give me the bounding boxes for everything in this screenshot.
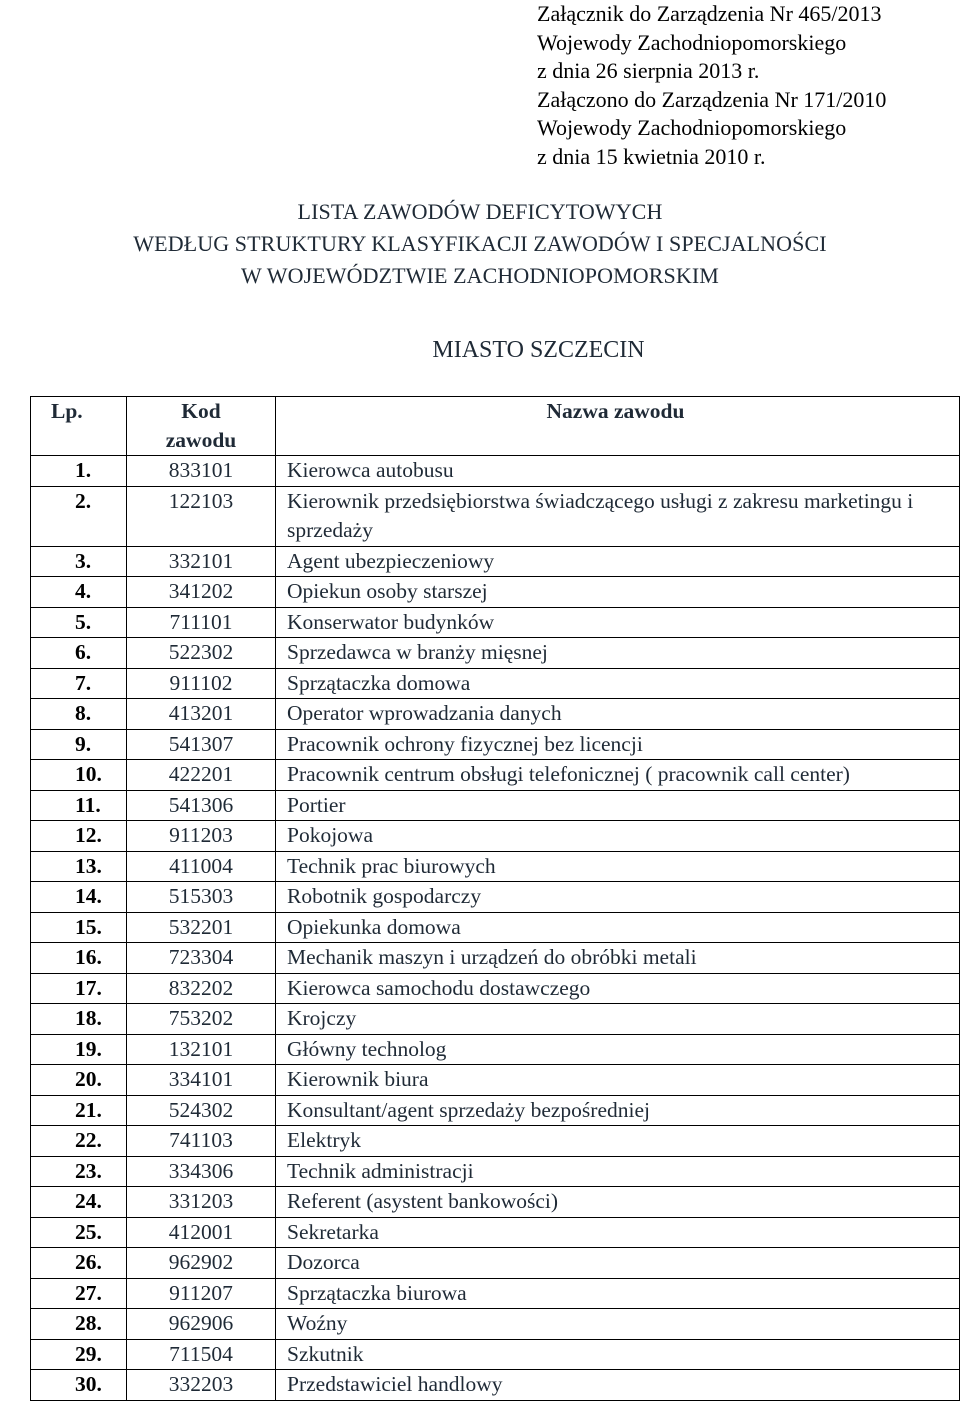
- row-number: [31, 790, 127, 821]
- occupation-code: 331203: [127, 1187, 276, 1218]
- table-row: [31, 1248, 960, 1279]
- occupation-code: 962906: [127, 1309, 276, 1340]
- occupation-code: 332203: [127, 1370, 276, 1401]
- occupation-name: Kierowca samochodu dostawczego: [276, 973, 960, 1004]
- occupation-code: 723304: [127, 943, 276, 974]
- table-row: [31, 1095, 960, 1126]
- document-title: [0, 196, 960, 292]
- row-number-text: 28.: [75, 1311, 102, 1335]
- row-number-text: 23.: [75, 1158, 102, 1183]
- row-number: [31, 760, 127, 791]
- row-number-text: 21.: [75, 1097, 102, 1122]
- occupation-code: 412001: [127, 1217, 276, 1248]
- row-number-text: 17.: [75, 975, 102, 1000]
- row-number: [31, 1217, 127, 1248]
- row-number: [31, 546, 127, 577]
- occupation-code: 532201: [127, 912, 276, 943]
- row-number: [31, 1309, 127, 1340]
- table-row: [31, 851, 960, 882]
- row-number: [31, 607, 127, 638]
- table-row: [31, 1065, 960, 1096]
- occupation-name: Agent ubezpieczeniowy: [276, 546, 960, 577]
- column-header-code-line2: zawodu: [165, 428, 237, 452]
- table-row: [31, 943, 960, 974]
- table-row: [31, 760, 960, 791]
- occupation-code: 524302: [127, 1095, 276, 1126]
- occupation-name: Sprzedawca w branży mięsnej: [276, 638, 960, 669]
- column-header-lp: Lp.: [31, 397, 127, 456]
- row-number: [31, 1156, 127, 1187]
- row-number-text: 24.: [75, 1189, 102, 1213]
- row-number-text: 13.: [75, 853, 102, 878]
- occupation-name: Pokojowa: [276, 821, 960, 852]
- occupation-code: 962902: [127, 1248, 276, 1279]
- row-number: [31, 486, 127, 546]
- occupation-code: 832202: [127, 973, 276, 1004]
- occupation-code: 334101: [127, 1065, 276, 1096]
- occupation-code: 741103: [127, 1126, 276, 1157]
- row-number: [31, 851, 127, 882]
- occupation-code: 911207: [127, 1278, 276, 1309]
- occupation-name: Kierownik biura: [276, 1065, 960, 1096]
- occupation-name: Technik prac biurowych: [276, 851, 960, 882]
- row-number: [31, 1248, 127, 1279]
- occupation-code: 334306: [127, 1156, 276, 1187]
- row-number-text: 18.: [75, 1006, 102, 1030]
- table-row: [31, 973, 960, 1004]
- row-number-text: 3.: [75, 548, 92, 573]
- occupation-name: Pracownik centrum obsługi telefonicznej ( pracownik call center): [276, 760, 960, 791]
- row-number-text: 14.: [75, 884, 102, 908]
- row-number: [31, 638, 127, 669]
- table-row: [31, 638, 960, 669]
- table-row: [31, 882, 960, 913]
- table-row: [31, 668, 960, 699]
- occupation-name: Sprzątaczka domowa: [276, 668, 960, 699]
- row-number: [31, 1034, 127, 1065]
- row-number-text: 1.: [75, 458, 92, 482]
- table-header-row: [31, 397, 960, 456]
- annex-note-line: Załącznik do Zarządzenia Nr 465/2013: [537, 1, 882, 26]
- occupation-name: Kierowca autobusu: [276, 456, 960, 487]
- title-line-1: LISTA ZAWODÓW DEFICYTOWYCH: [297, 199, 663, 224]
- occupation-code: 122103: [127, 486, 276, 546]
- table-row: [31, 790, 960, 821]
- row-number-text: 16.: [75, 945, 102, 969]
- occupation-name: Portier: [276, 790, 960, 821]
- occupation-code: 711504: [127, 1339, 276, 1370]
- occupation-name: Referent (asystent bankowości): [276, 1187, 960, 1218]
- table-row: [31, 1004, 960, 1035]
- row-number-text: 20.: [75, 1067, 102, 1091]
- occupation-name: Przedstawiciel handlowy: [276, 1370, 960, 1401]
- table-row: [31, 456, 960, 487]
- row-number-text: 7.: [75, 670, 92, 695]
- table-row: [31, 546, 960, 577]
- table-row: [31, 607, 960, 638]
- occupation-code: 911102: [127, 668, 276, 699]
- table-row: [31, 821, 960, 852]
- occupation-name: Opiekunka domowa: [276, 912, 960, 943]
- occupation-name: Dozorca: [276, 1248, 960, 1279]
- occupation-name: Pracownik ochrony fizycznej bez licencji: [276, 729, 960, 760]
- title-line-3: W WOJEWÓDZTWIE ZACHODNIOPOMORSKIM: [241, 263, 719, 288]
- row-number: [31, 1065, 127, 1096]
- row-number-text: 2.: [75, 488, 92, 513]
- annex-note: [537, 0, 957, 171]
- occupation-code: 911203: [127, 821, 276, 852]
- occupation-code: 541306: [127, 790, 276, 821]
- row-number: [31, 1095, 127, 1126]
- row-number: [31, 729, 127, 760]
- row-number: [31, 1004, 127, 1035]
- table-row: [31, 1187, 960, 1218]
- column-header-code: [127, 397, 276, 456]
- occupation-code: 753202: [127, 1004, 276, 1035]
- occupation-name: Elektryk: [276, 1126, 960, 1157]
- occupation-code: 132101: [127, 1034, 276, 1065]
- title-line-2: WEDŁUG STRUKTURY KLASYFIKACJI ZAWODÓW I SPECJALNOŚCI: [133, 231, 827, 256]
- annex-note-line: Wojewody Zachodniopomorskiego: [537, 115, 847, 140]
- occupation-name: Szkutnik: [276, 1339, 960, 1370]
- table-row: [31, 912, 960, 943]
- row-number-text: 12.: [75, 823, 102, 847]
- row-number-text: 5.: [75, 609, 92, 634]
- table-body: [31, 456, 960, 1401]
- annex-note-line: Załączono do Zarządzenia Nr 171/2010: [537, 86, 887, 112]
- occupations-table: [30, 396, 960, 1401]
- occupation-name: Główny technolog: [276, 1034, 960, 1065]
- table-row: [31, 729, 960, 760]
- row-number-text: 10.: [75, 762, 102, 786]
- row-number-text: 27.: [75, 1280, 102, 1305]
- row-number-text: 19.: [75, 1036, 102, 1061]
- table-row: [31, 1278, 960, 1309]
- row-number: [31, 882, 127, 913]
- row-number: [31, 973, 127, 1004]
- row-number-text: 25.: [75, 1219, 102, 1244]
- occupation-code: 833101: [127, 456, 276, 487]
- table-row: [31, 577, 960, 608]
- row-number: [31, 1187, 127, 1218]
- table-row: [31, 486, 960, 546]
- row-number: [31, 699, 127, 730]
- table-row: [31, 1126, 960, 1157]
- row-number: [31, 1126, 127, 1157]
- table-row: [31, 699, 960, 730]
- annex-note-line: z dnia 15 kwietnia 2010 r.: [537, 143, 766, 169]
- row-number: [31, 1370, 127, 1401]
- row-number: [31, 668, 127, 699]
- occupation-name: Krojczy: [276, 1004, 960, 1035]
- table-row: [31, 1034, 960, 1065]
- occupation-code: 541307: [127, 729, 276, 760]
- row-number-text: 4.: [75, 579, 92, 603]
- occupation-name: Opiekun osoby starszej: [276, 577, 960, 608]
- row-number: [31, 1278, 127, 1309]
- row-number-text: 22.: [75, 1128, 102, 1152]
- occupation-name: Konsultant/agent sprzedaży bezpośredniej: [276, 1095, 960, 1126]
- occupation-name: Konserwator budynków: [276, 607, 960, 638]
- occupation-name: Mechanik maszyn i urządzeń do obróbki metali: [276, 943, 960, 974]
- row-number: [31, 456, 127, 487]
- row-number-text: 26.: [75, 1250, 102, 1274]
- occupation-code: 522302: [127, 638, 276, 669]
- row-number: [31, 821, 127, 852]
- row-number-text: 6.: [75, 640, 92, 664]
- occupation-code: 413201: [127, 699, 276, 730]
- occupation-name: Technik administracji: [276, 1156, 960, 1187]
- row-number-text: 11.: [75, 792, 101, 817]
- column-header-name: Nazwa zawodu: [276, 397, 960, 456]
- table-row: [31, 1156, 960, 1187]
- city-heading: MIASTO SZCZECIN: [432, 337, 645, 363]
- table-row: [31, 1309, 960, 1340]
- occupation-code: 341202: [127, 577, 276, 608]
- row-number-text: 8.: [75, 701, 92, 725]
- row-number-text: 9.: [75, 731, 92, 756]
- column-header-code-line1: Kod: [181, 399, 221, 423]
- occupation-name: Robotnik gospodarczy: [276, 882, 960, 913]
- occupation-code: 422201: [127, 760, 276, 791]
- occupation-name: Woźny: [276, 1309, 960, 1340]
- row-number: [31, 943, 127, 974]
- occupation-code: 411004: [127, 851, 276, 882]
- annex-note-line: Wojewody Zachodniopomorskiego: [537, 29, 847, 55]
- occupation-name: Sprzątaczka biurowa: [276, 1278, 960, 1309]
- occupation-code: 332101: [127, 546, 276, 577]
- row-number-text: 29.: [75, 1341, 102, 1366]
- row-number-text: 30.: [75, 1372, 102, 1396]
- row-number: [31, 577, 127, 608]
- occupation-name: Kierownik przedsiębiorstwa świadczącego usługi z zakresu marketingu i sprzedaży: [276, 486, 960, 546]
- occupation-code: 515303: [127, 882, 276, 913]
- occupation-name: Operator wprowadzania danych: [276, 699, 960, 730]
- row-number-text: 15.: [75, 914, 102, 939]
- row-number: [31, 912, 127, 943]
- annex-note-line: z dnia 26 sierpnia 2013 r.: [537, 58, 760, 83]
- occupation-name: Sekretarka: [276, 1217, 960, 1248]
- table-row: [31, 1339, 960, 1370]
- table-row: [31, 1370, 960, 1401]
- row-number: [31, 1339, 127, 1370]
- occupation-code: 711101: [127, 607, 276, 638]
- table-row: [31, 1217, 960, 1248]
